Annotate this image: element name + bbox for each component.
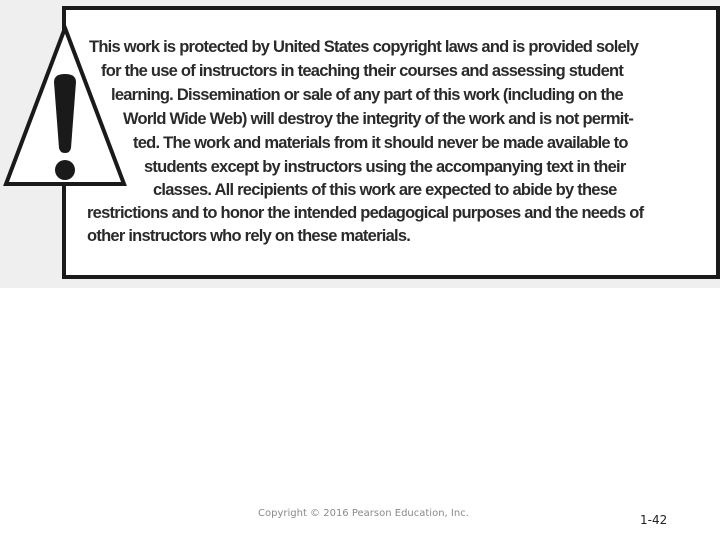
notice-line: learning. Dissemination or sale of any part of this work (including on the <box>111 86 623 104</box>
notice-line: restrictions and to honor the intended pedagogical purposes and the needs of <box>87 204 644 222</box>
notice-line: World Wide Web) will destroy the integrity of the work and is not permit- <box>123 110 634 128</box>
notice-line: for the use of instructors in teaching their courses and assessing student <box>101 62 624 80</box>
page-number: 1-42 <box>640 513 668 527</box>
notice-line: classes. All recipients of this work are expected to abide by these <box>153 181 617 199</box>
notice-line: This work is protected by United States copyright laws and is provided solely <box>89 38 639 56</box>
notice-line: students except by instructors using the accompanying text in their <box>144 158 626 176</box>
notice-line: other instructors who rely on these materials. <box>87 227 411 245</box>
notice-line: ted. The work and materials from it should never be made available to <box>133 134 628 152</box>
footer-copyright: Copyright © 2016 Pearson Education, Inc. <box>258 508 469 519</box>
